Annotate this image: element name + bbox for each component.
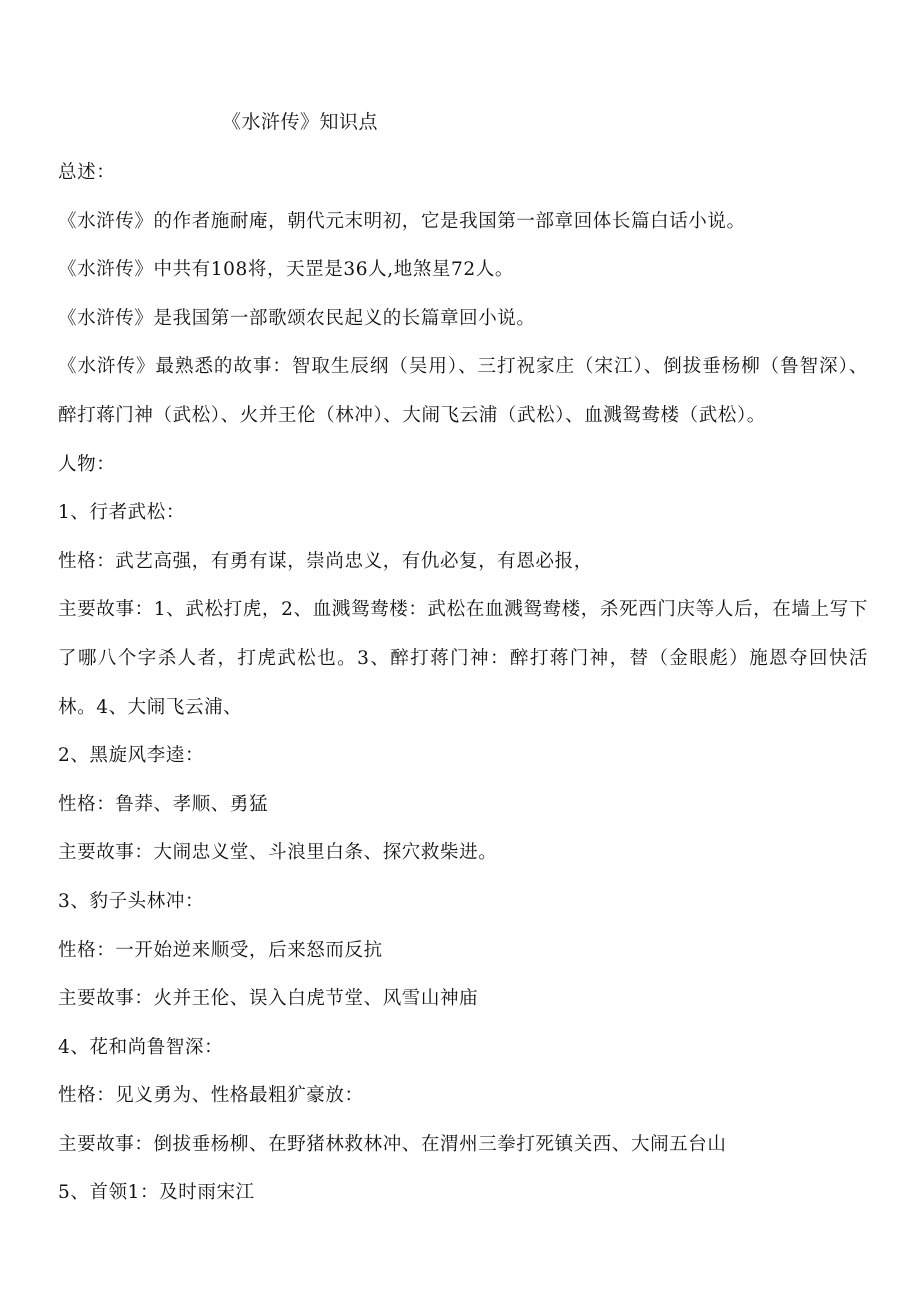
document-title: 《水浒传》知识点 — [222, 111, 379, 133]
section-heading-overview: 总述： — [58, 162, 116, 183]
paragraph-famous-stories: 《水浒传》最熟悉的故事：智取生辰纲（吴用）、三打祝家庄（宋江）、倒拔垂杨柳（鲁智深）、醉打蒋门神（武松）、火并王伦（林冲）、大闹飞云浦（武松）、血溅鸳鸯楼（武松）。 — [58, 356, 868, 426]
character-heading-songjiang: 5、首领1：及时雨宋江 — [58, 1182, 255, 1204]
character-personality-wusong: 性格：武艺高强，有勇有谋，崇尚忠义，有仇必复，有恩必报， — [58, 550, 593, 572]
character-heading-luzhishen: 4、花和尚鲁智深： — [58, 1036, 224, 1058]
character-heading-likui: 2、黑旋风李逵： — [58, 745, 205, 767]
character-personality-luzhishen: 性格：见义勇为、性格最粗犷豪放： — [58, 1085, 364, 1107]
character-heading-wusong: 1、行者武松： — [58, 502, 185, 524]
paragraph-author: 《水浒传》的作者施耐庵，朝代元末明初，它是我国第一部章回体长篇白话小说。 — [58, 210, 746, 232]
character-personality-linchong: 性格：一开始逆来顺受，后来怒而反抗 — [58, 939, 383, 961]
character-personality-likui: 性格：鲁莽、孝顺、勇猛 — [58, 793, 269, 815]
character-stories-likui: 主要故事：大闹忠义堂、斗浪里白条、探穴救柴进。 — [58, 842, 498, 864]
character-stories-luzhishen: 主要故事：倒拔垂杨柳、在野猪林救林冲、在渭州三拳打死镇关西、大闹五台山 — [58, 1133, 727, 1155]
character-stories-linchong: 主要故事：火并王伦、误入白虎节堂、风雪山神庙 — [58, 988, 479, 1010]
paragraph-heroes-count: 《水浒传》中共有108将，天罡是36人,地煞星72人。 — [58, 259, 514, 281]
character-heading-linchong: 3、豹子头林冲： — [58, 890, 205, 912]
character-stories-wusong: 主要故事：1、武松打虎，2、血溅鸳鸯楼：武松在血溅鸳鸯楼，杀死西门庆等人后，在墙上写下了哪八个字杀人者，打虎武松也。3、醉打蒋门神：醉打蒋门神，替（金眼彪）施恩夺回快活林。4、大闹飞云浦、 — [58, 599, 868, 718]
document-body — [58, 149, 868, 1218]
section-heading-characters: 人物： — [58, 453, 116, 475]
paragraph-peasant-uprising: 《水浒传》是我国第一部歌颂农民起义的长篇章回小说。 — [58, 307, 536, 329]
